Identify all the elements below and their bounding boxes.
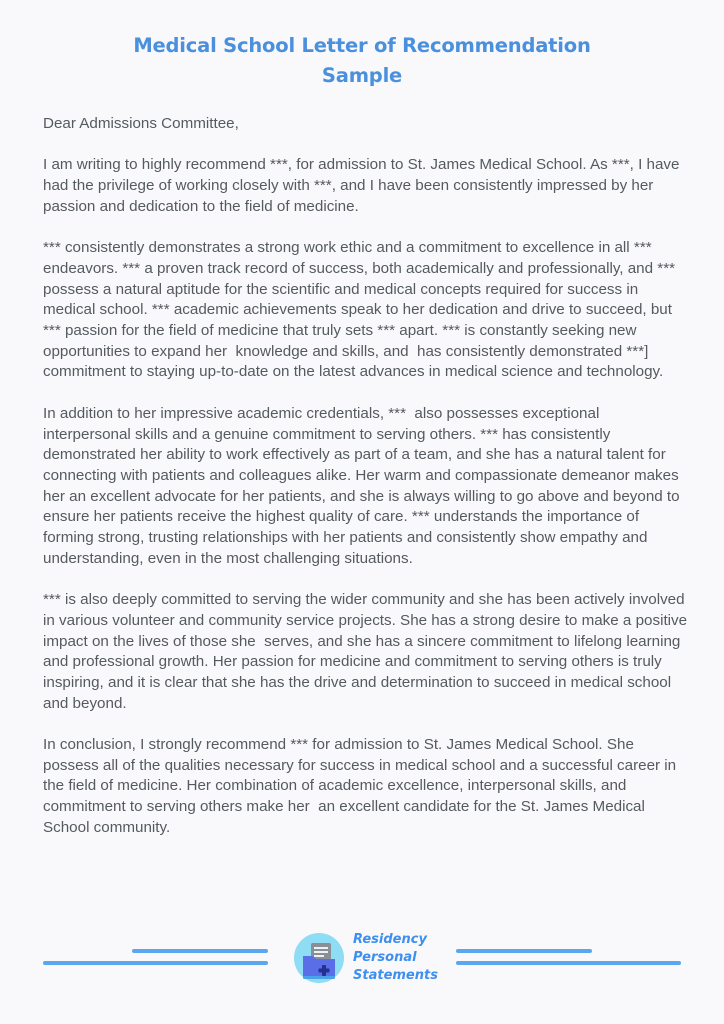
title-line-2: Sample <box>321 64 403 87</box>
folder-medical-icon <box>293 932 345 984</box>
salutation: Dear Admissions Committee, <box>43 115 239 132</box>
page-title <box>0 31 724 91</box>
decorative-line-right-lower <box>456 961 681 965</box>
brand-line-2: Personal <box>353 950 417 965</box>
decorative-line-left-lower <box>43 961 268 965</box>
brand-line-1: Residency <box>353 932 427 947</box>
paragraph-community: *** is also deeply committed to serving the wider community and she has been actively involved in various volunteer and community service projects. She has a strong desire to make a positive impact on the lives of those she serves, and she has a sincere commitment to lifelong learning and professional growth. Her passion for medicine and commitment to serving others is truly inspiring, and it is clear that she has the drive and determination to succeed in medical school and beyond. <box>43 591 692 712</box>
brand-line-3: Statements <box>353 968 438 983</box>
paragraph-work-ethic: *** consistently demonstrates a strong work ethic and a commitment to excellence in all *** endeavors. *** a proven track record of success, both academically and professionally, and *** possess a natural aptitude for the scientific and medical concepts required for success in medical school. *** academic achievements speak to her dedication and drive to succeed, but *** passion for the field of medicine that truly sets *** apart. *** is constantly seeking new opportunities to expand her knowledge and skills, and has consistently demonstrated ***] commitment to staying up-to-date on the latest advances in medical science and technology. <box>43 239 680 381</box>
paragraph-interpersonal: In addition to her impressive academic credentials, *** also possesses exceptional interpersonal skills and a genuine commitment to serving others. *** has consistently demonstrated her ability to work effectively as part of a team, and she has a natural talent for connecting with patients and colleagues alike. Her warm and compassionate demeanor makes her an excellent advocate for her patients, and she is always willing to go above and beyond to ensure her patients receive the highest quality of care. *** understands the importance of forming strong, trusting relationships with her patients and consistently show empathy and understanding, even in the most challenging situations. <box>43 404 684 567</box>
paragraph-intro: I am writing to highly recommend ***, for admission to St. James Medical School. As ***, I have had the privilege of working closely with ***, and I have been consistently impressed by her passion and dedication to the field of medicine. <box>43 156 684 215</box>
letter-body <box>43 114 691 859</box>
title-line-1: Medical School Letter of Recommendation <box>133 34 591 57</box>
decorative-line-right-upper <box>456 949 592 953</box>
paragraph-conclusion: In conclusion, I strongly recommend *** for admission to St. James Medical School. She possess all of the qualities necessary for success in medical school and a successful career in the field of medicine. Her combination of academic excellence, interpersonal skills, and commitment to serving others make her an excellent candidate for the St. James Medical School community. <box>43 736 681 836</box>
decorative-line-left-upper <box>132 949 268 953</box>
brand-name <box>353 931 438 985</box>
